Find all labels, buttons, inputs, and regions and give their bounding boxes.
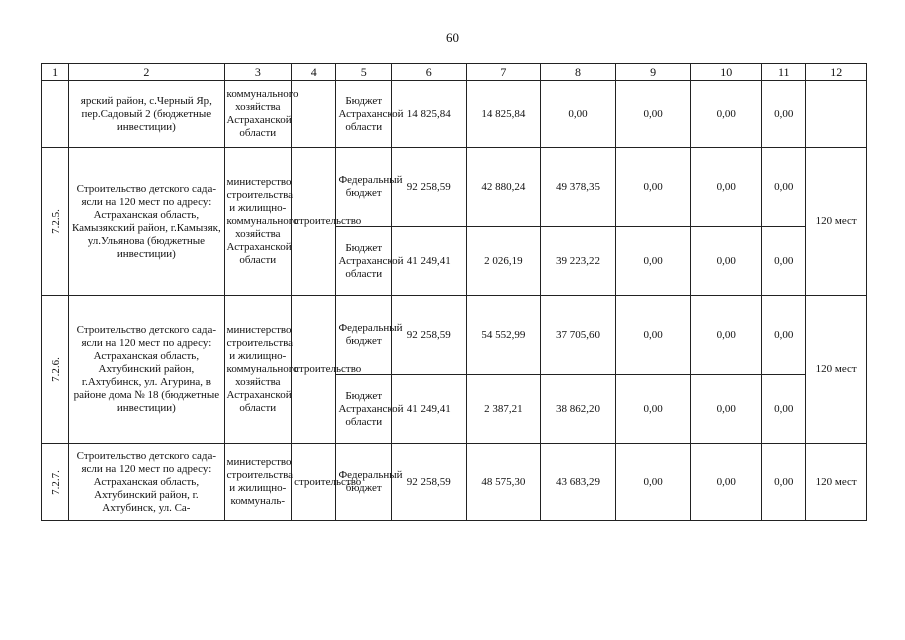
result-capacity: 120 мест <box>806 148 867 296</box>
item-description: Строительство детского сада-ясли на 120 мест по адресу: Астраханская область, Ахтубинский район, г.Ахтубинск, ул. Агурина, в районе дома № 18 (бюджетные инвестиции) <box>69 296 224 444</box>
amount-total: 92 258,59 <box>391 444 466 521</box>
item-code: 7.2.5. <box>42 148 69 296</box>
amount-total: 92 258,59 <box>391 148 466 227</box>
column-header: 12 <box>806 64 867 81</box>
amount-total: 41 249,41 <box>391 375 466 444</box>
amount-year: 0,00 <box>615 148 691 227</box>
table-row <box>42 148 867 227</box>
result-cell <box>806 81 867 148</box>
amount-year: 0,00 <box>762 148 806 227</box>
table-row <box>42 444 867 521</box>
amount-year: 0,00 <box>691 227 762 296</box>
column-header: 6 <box>391 64 466 81</box>
table-row <box>42 296 867 375</box>
responsible-agency: министерство строительства и жилищно-коммунального хозяйства Астраханской области <box>224 148 292 296</box>
column-header: 4 <box>292 64 336 81</box>
amount-year: 0,00 <box>691 375 762 444</box>
work-type: строительство <box>292 148 336 296</box>
funding-source: Федеральный бюджет <box>336 148 391 227</box>
work-type: строительство <box>292 444 336 521</box>
amount-total: 14 825,84 <box>391 81 466 148</box>
result-capacity: 120 мест <box>806 296 867 444</box>
funding-source: Бюджет Астраханской области <box>336 227 391 296</box>
amount-year: 0,00 <box>762 444 806 521</box>
item-description: Строительство детского сада-ясли на 120 мест по адресу: Астраханская область, Камызякский район, г.Камызяк, ул.Ульянова (бюджетные инвестиции) <box>69 148 224 296</box>
amount-year: 49 378,35 <box>541 148 616 227</box>
responsible-agency: министерство строительства и жилищно-коммунального хозяйства Астраханской области <box>224 296 292 444</box>
amount-year: 39 223,22 <box>541 227 616 296</box>
amount-year: 0,00 <box>691 296 762 375</box>
budget-table <box>41 63 867 521</box>
table-row <box>42 81 867 148</box>
amount-year: 0,00 <box>762 375 806 444</box>
funding-source: Бюджет Астраханской области <box>336 81 391 148</box>
funding-source: Бюджет Астраханской области <box>336 375 391 444</box>
responsible-agency: министерство строительства и жилищно-коммуналь- <box>224 444 292 521</box>
work-type: строительство <box>292 296 336 444</box>
amount-total: 92 258,59 <box>391 296 466 375</box>
amount-year: 54 552,99 <box>466 296 541 375</box>
column-header: 8 <box>541 64 616 81</box>
column-header: 1 <box>42 64 69 81</box>
column-header: 3 <box>224 64 292 81</box>
amount-year: 38 862,20 <box>541 375 616 444</box>
funding-source: Федеральный бюджет <box>336 296 391 375</box>
amount-year: 0,00 <box>615 296 691 375</box>
amount-year: 43 683,29 <box>541 444 616 521</box>
page-number: 60 <box>446 30 459 45</box>
amount-year: 0,00 <box>615 81 691 148</box>
column-header: 7 <box>466 64 541 81</box>
column-header: 5 <box>336 64 391 81</box>
amount-year: 0,00 <box>691 148 762 227</box>
amount-year: 2 026,19 <box>466 227 541 296</box>
column-header: 2 <box>69 64 224 81</box>
amount-year: 0,00 <box>691 444 762 521</box>
amount-year: 14 825,84 <box>466 81 541 148</box>
amount-year: 0,00 <box>762 296 806 375</box>
amount-year: 2 387,21 <box>466 375 541 444</box>
funding-source: Федеральный бюджет <box>336 444 391 521</box>
amount-year: 0,00 <box>615 444 691 521</box>
item-code-cell <box>42 81 69 148</box>
column-header: 9 <box>615 64 691 81</box>
amount-year: 37 705,60 <box>541 296 616 375</box>
item-description: ярский район, с.Черный Яр, пер.Садовый 2 (бюджетные инвестиции) <box>69 81 224 148</box>
result-capacity: 120 мест <box>806 444 867 521</box>
column-header: 10 <box>691 64 762 81</box>
amount-year: 0,00 <box>762 227 806 296</box>
amount-year: 0,00 <box>615 227 691 296</box>
column-header: 11 <box>762 64 806 81</box>
amount-total: 41 249,41 <box>391 227 466 296</box>
item-code: 7.2.7. <box>42 444 69 521</box>
item-description: Строительство детского сада-ясли на 120 мест по адресу: Астраханская область, Ахтубинский район, г. Ахтубинск, ул. Са- <box>69 444 224 521</box>
amount-year: 48 575,30 <box>466 444 541 521</box>
amount-year: 0,00 <box>762 81 806 148</box>
amount-year: 42 880,24 <box>466 148 541 227</box>
responsible-agency: коммунального хозяйства Астраханской области <box>224 81 292 148</box>
amount-year: 0,00 <box>615 375 691 444</box>
table-header-row <box>42 64 867 81</box>
amount-year: 0,00 <box>691 81 762 148</box>
item-code: 7.2.6. <box>42 296 69 444</box>
amount-year: 0,00 <box>541 81 616 148</box>
